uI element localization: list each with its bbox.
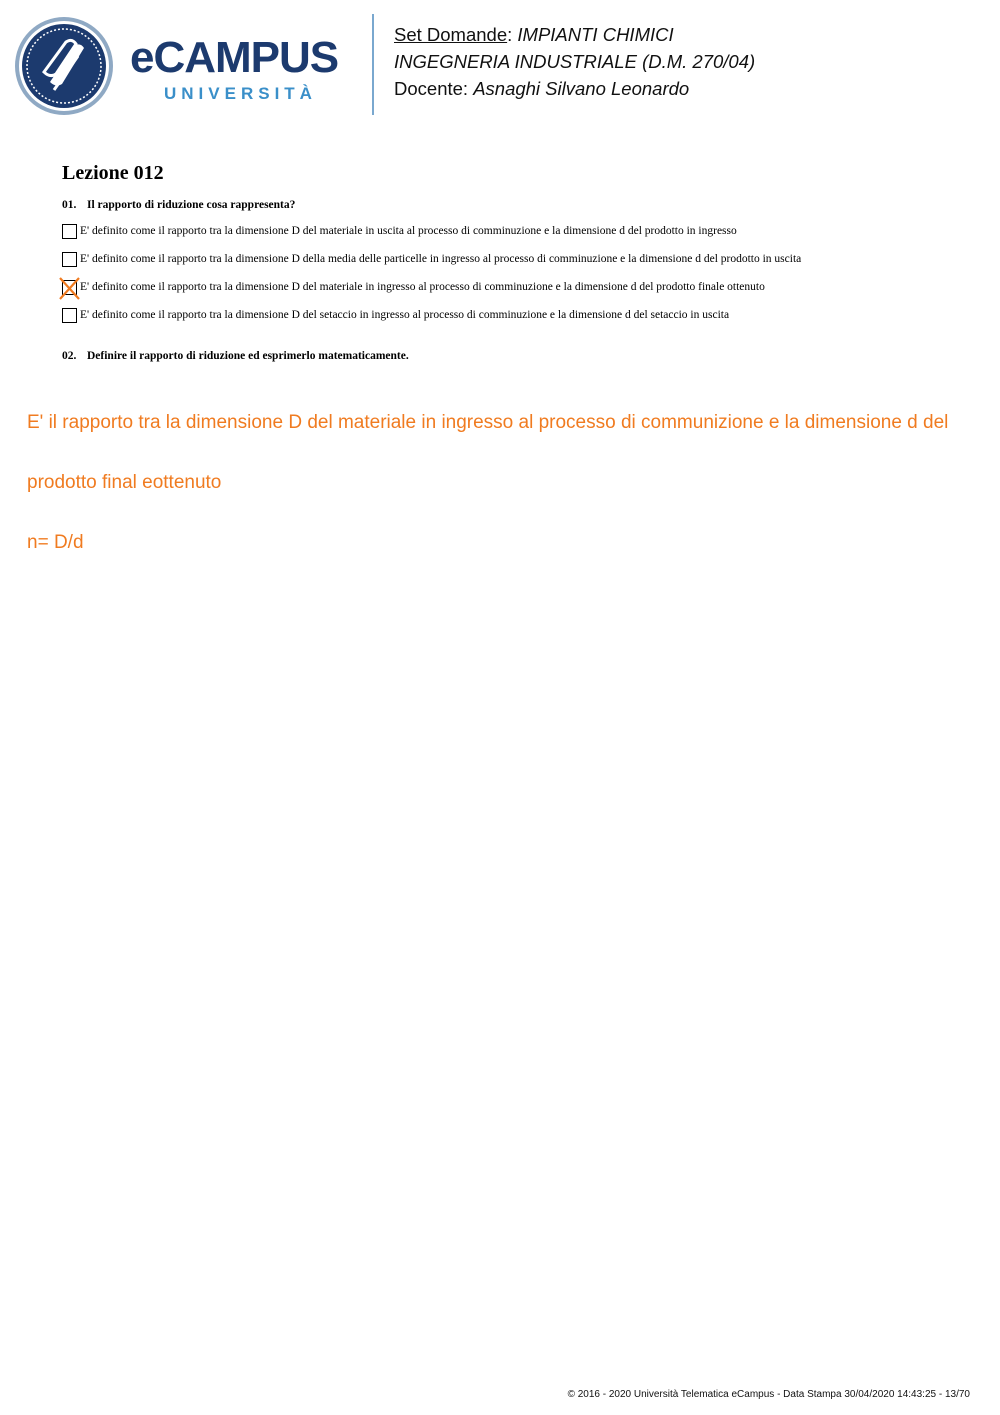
- course-line: INGEGNERIA INDUSTRIALE (D.M. 270/04): [394, 51, 756, 72]
- option-4[interactable]: [62, 306, 729, 324]
- option-1[interactable]: [62, 222, 737, 240]
- set-line: [394, 21, 755, 48]
- question-number: 02.: [62, 350, 77, 362]
- header-divider: [372, 14, 374, 115]
- option-checkbox[interactable]: [62, 252, 77, 267]
- question-number: 01.: [62, 199, 77, 211]
- ecampus-seal-logo: [14, 16, 114, 116]
- lesson-title: Lezione 012: [62, 162, 164, 184]
- question-text: Il rapporto di riduzione cosa rappresenta?: [87, 199, 296, 211]
- teacher-label: Docente:: [394, 78, 474, 99]
- header-info: [394, 21, 755, 102]
- check-cross-icon: [58, 276, 83, 301]
- option-2[interactable]: [62, 250, 801, 268]
- ecampus-wordmark: [130, 33, 339, 104]
- option-text: E' definito come il rapporto tra la dimensione D del materiale in uscita al processo di comminuzione e la dimensione d del prodotto in ingresso: [80, 225, 737, 237]
- option-checkbox[interactable]: [62, 224, 77, 239]
- logo-text: eCAMPUS: [130, 33, 339, 82]
- option-text: E' definito come il rapporto tra la dimensione D del materiale in ingresso al processo di comminuzione e la dimensione d del prodotto finale ottenuto: [80, 281, 765, 293]
- handwritten-answer: [27, 373, 1000, 573]
- question-1: [62, 199, 295, 211]
- answer-line-2: prodotto final eottenuto: [27, 472, 222, 493]
- answer-line-1: E' il rapporto tra la dimensione D del materiale in ingresso al processo di communizione e la dimensione d del: [27, 412, 949, 433]
- option-checkbox[interactable]: [62, 308, 77, 323]
- page-footer: © 2016 - 2020 Università Telematica eCampus - Data Stampa 30/04/2020 14:43:25 - 13/70: [567, 1389, 970, 1400]
- option-text: E' definito come il rapporto tra la dimensione D del setaccio in ingresso al processo di comminuzione e la dimensione d del setaccio in uscita: [80, 309, 730, 321]
- question-2: [62, 350, 409, 362]
- teacher-value: Asnaghi Silvano Leonardo: [473, 78, 690, 99]
- logo-subtext: UNIVERSITÀ: [164, 84, 317, 103]
- option-3[interactable]: [62, 278, 765, 296]
- set-value: IMPIANTI CHIMICI: [517, 24, 674, 45]
- question-text: Definire il rapporto di riduzione ed esprimerlo matematicamente.: [87, 350, 409, 362]
- document-header: [0, 0, 1000, 130]
- set-label: Set Domande: [394, 24, 508, 45]
- teacher-line: [394, 75, 755, 102]
- answer-line-3: n= D/d: [27, 532, 84, 553]
- set-separator: :: [507, 24, 518, 45]
- option-checkbox-checked[interactable]: [62, 280, 77, 295]
- option-text: E' definito come il rapporto tra la dimensione D della media delle particelle in ingresso al processo di comminuzione e la dimensione d del prodotto in uscita: [80, 253, 802, 265]
